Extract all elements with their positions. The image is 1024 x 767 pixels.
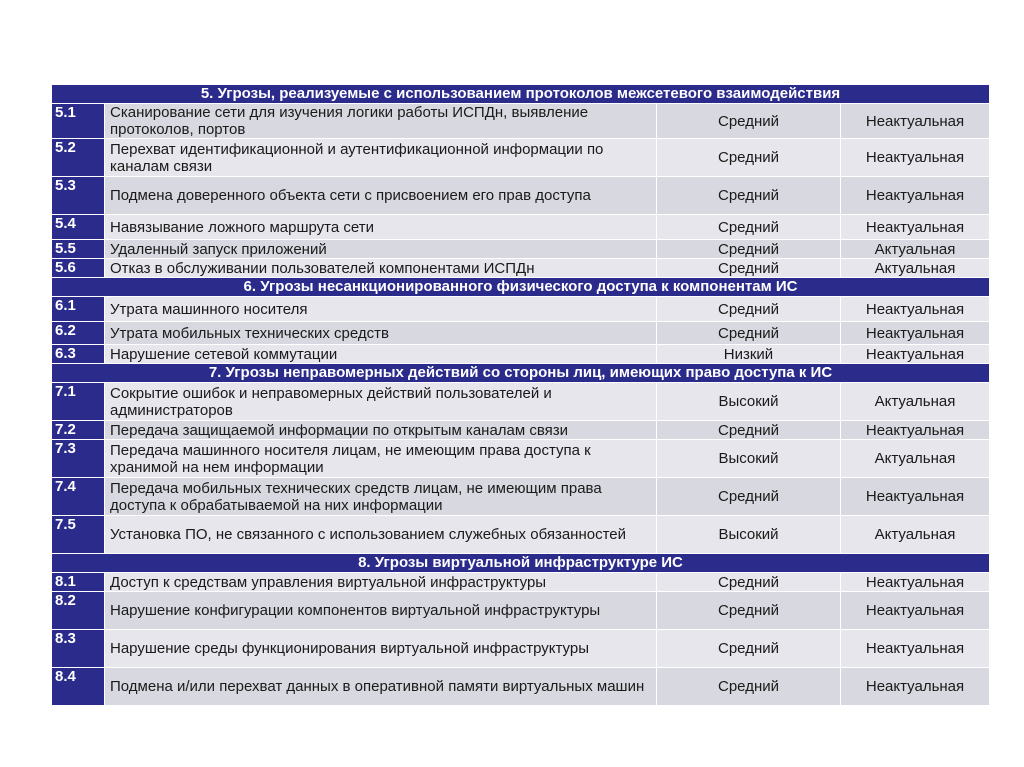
section-header-6	[52, 278, 990, 297]
threat-name: Удаленный запуск приложений	[105, 240, 657, 259]
danger-level: Высокий	[657, 383, 841, 421]
threats-table	[51, 84, 990, 706]
danger-level: Средний	[657, 592, 841, 630]
section-header-8	[52, 554, 990, 573]
danger-level: Средний	[657, 177, 841, 215]
row-number: 5.1	[52, 104, 105, 139]
relevance-status: Неактуальная	[841, 322, 990, 345]
threat-name: Нарушение сетевой коммутации	[105, 345, 657, 364]
relevance-status: Неактуальная	[841, 215, 990, 240]
danger-level: Средний	[657, 104, 841, 139]
row-number: 6.2	[52, 322, 105, 345]
danger-level: Средний	[657, 573, 841, 592]
table-row	[52, 177, 990, 215]
table-row	[52, 345, 990, 364]
threat-name: Подмена и/или перехват данных в оперативной памяти виртуальных машин	[105, 668, 657, 706]
table-row	[52, 215, 990, 240]
row-number: 7.4	[52, 478, 105, 516]
section-header-7	[52, 364, 990, 383]
row-number: 6.3	[52, 345, 105, 364]
relevance-status: Неактуальная	[841, 573, 990, 592]
threat-name: Передача защищаемой информации по открытым каналам связи	[105, 421, 657, 440]
relevance-status: Неактуальная	[841, 630, 990, 668]
table-row	[52, 440, 990, 478]
danger-level: Средний	[657, 240, 841, 259]
danger-level: Средний	[657, 668, 841, 706]
section-title: 8. Угрозы виртуальной инфраструктуре ИС	[52, 554, 990, 573]
danger-level: Высокий	[657, 440, 841, 478]
section-header-5	[52, 85, 990, 104]
relevance-status: Неактуальная	[841, 177, 990, 215]
table-row	[52, 630, 990, 668]
threat-name: Подмена доверенного объекта сети с присвоением его прав доступа	[105, 177, 657, 215]
section-title: 6. Угрозы несанкционированного физического доступа к компонентам ИС	[52, 278, 990, 297]
relevance-status: Неактуальная	[841, 139, 990, 177]
section-title: 5. Угрозы, реализуемые с использованием протоколов межсетевого взаимодействия	[52, 85, 990, 104]
row-number: 5.4	[52, 215, 105, 240]
danger-level: Средний	[657, 322, 841, 345]
table-row	[52, 516, 990, 554]
row-number: 7.3	[52, 440, 105, 478]
relevance-status: Актуальная	[841, 240, 990, 259]
row-number: 5.5	[52, 240, 105, 259]
threat-name: Отказ в обслуживании пользователей компонентами ИСПДн	[105, 259, 657, 278]
table-row	[52, 297, 990, 322]
relevance-status: Неактуальная	[841, 345, 990, 364]
threat-name: Нарушение конфигурации компонентов виртуальной инфраструктуры	[105, 592, 657, 630]
relevance-status: Неактуальная	[841, 592, 990, 630]
row-number: 6.1	[52, 297, 105, 322]
threat-name: Установка ПО, не связанного с использованием служебных обязанностей	[105, 516, 657, 554]
relevance-status: Неактуальная	[841, 421, 990, 440]
row-number: 8.1	[52, 573, 105, 592]
danger-level: Средний	[657, 421, 841, 440]
threat-name: Перехват идентификационной и аутентификационной информации по каналам связи	[105, 139, 657, 177]
danger-level: Высокий	[657, 516, 841, 554]
danger-level: Средний	[657, 297, 841, 322]
table-row	[52, 421, 990, 440]
table-row	[52, 322, 990, 345]
danger-level: Средний	[657, 630, 841, 668]
relevance-status: Неактуальная	[841, 104, 990, 139]
danger-level: Средний	[657, 259, 841, 278]
danger-level: Низкий	[657, 345, 841, 364]
danger-level: Средний	[657, 139, 841, 177]
threat-name: Навязывание ложного маршрута сети	[105, 215, 657, 240]
danger-level: Средний	[657, 478, 841, 516]
table-row	[52, 259, 990, 278]
row-number: 7.1	[52, 383, 105, 421]
relevance-status: Неактуальная	[841, 297, 990, 322]
table-row	[52, 240, 990, 259]
section-title: 7. Угрозы неправомерных действий со стороны лиц, имеющих право доступа к ИС	[52, 364, 990, 383]
relevance-status: Актуальная	[841, 440, 990, 478]
table-row	[52, 573, 990, 592]
row-number: 5.2	[52, 139, 105, 177]
row-number: 8.2	[52, 592, 105, 630]
row-number: 7.2	[52, 421, 105, 440]
table-row	[52, 478, 990, 516]
danger-level: Средний	[657, 215, 841, 240]
threat-name: Сокрытие ошибок и неправомерных действий пользователей и администраторов	[105, 383, 657, 421]
threat-name: Нарушение среды функционирования виртуальной инфраструктуры	[105, 630, 657, 668]
table-row	[52, 668, 990, 706]
relevance-status: Актуальная	[841, 516, 990, 554]
row-number: 8.4	[52, 668, 105, 706]
row-number: 8.3	[52, 630, 105, 668]
table-row	[52, 104, 990, 139]
relevance-status: Неактуальная	[841, 478, 990, 516]
row-number: 5.6	[52, 259, 105, 278]
relevance-status: Актуальная	[841, 259, 990, 278]
table-row	[52, 139, 990, 177]
threat-name: Утрата мобильных технических средств	[105, 322, 657, 345]
threat-name: Утрата машинного носителя	[105, 297, 657, 322]
relevance-status: Неактуальная	[841, 668, 990, 706]
relevance-status: Актуальная	[841, 383, 990, 421]
threat-name: Передача мобильных технических средств лицам, не имеющим права доступа к обрабатываемой на них информации	[105, 478, 657, 516]
threat-name: Сканирование сети для изучения логики работы ИСПДн, выявление протоколов, портов	[105, 104, 657, 139]
table-row	[52, 592, 990, 630]
row-number: 7.5	[52, 516, 105, 554]
row-number: 5.3	[52, 177, 105, 215]
threat-name: Передача машинного носителя лицам, не имеющим права доступа к хранимой на нем информации	[105, 440, 657, 478]
table-row	[52, 383, 990, 421]
threat-name: Доступ к средствам управления виртуальной инфраструктуры	[105, 573, 657, 592]
